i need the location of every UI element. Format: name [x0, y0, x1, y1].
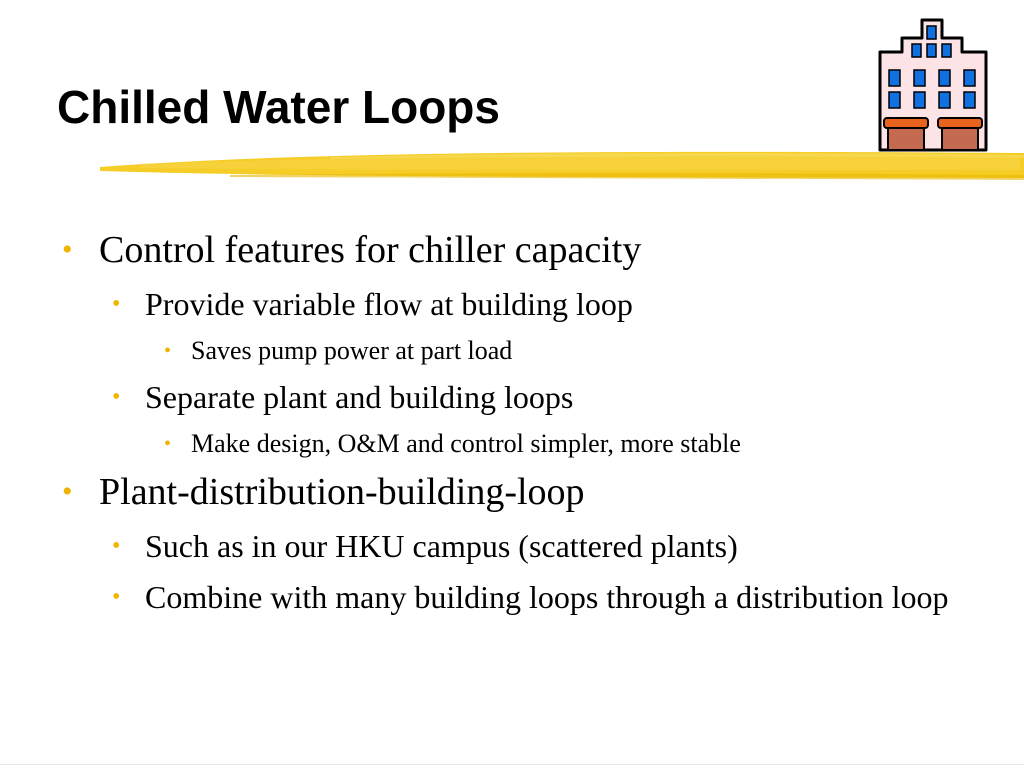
- office-building-icon: [876, 14, 990, 154]
- bullet-dot-icon: •: [164, 433, 172, 455]
- bullet-text: Combine with many building loops through a distribution loop: [145, 579, 949, 615]
- bullet-dot-icon: •: [62, 233, 73, 266]
- bullet-item-level-3: [58, 426, 998, 462]
- bullet-item-level-3: [58, 333, 998, 369]
- bullet-text: Provide variable flow at building loop: [145, 286, 633, 322]
- bullet-dot-icon: •: [112, 384, 121, 410]
- bullet-item-level-2: [58, 281, 998, 327]
- bullet-text: Saves pump power at part load: [191, 336, 513, 365]
- bullet-dot-icon: •: [112, 584, 121, 610]
- bullet-item-level-1: [58, 224, 998, 276]
- bullet-text: Plant-distribution-building-loop: [99, 471, 585, 513]
- bullet-dot-icon: •: [112, 291, 121, 317]
- bullet-item-level-2: [58, 374, 998, 420]
- bullet-dot-icon: •: [112, 533, 121, 559]
- bullet-text: Separate plant and building loops: [145, 379, 574, 415]
- slide-bottom-border: [0, 764, 1024, 765]
- bullet-text: Such as in our HKU campus (scattered plants): [145, 528, 738, 564]
- bullet-list: [58, 220, 998, 620]
- bullet-item-level-2: [58, 574, 998, 620]
- bullet-text: Control features for chiller capacity: [99, 229, 642, 271]
- bullet-item-level-2: [58, 523, 998, 569]
- bullet-dot-icon: •: [164, 340, 172, 362]
- bullet-item-level-1: [58, 466, 998, 518]
- bullet-dot-icon: •: [62, 475, 73, 508]
- bullet-text: Make design, O&M and control simpler, more stable: [191, 429, 741, 458]
- slide-title: Chilled Water Loops: [57, 81, 500, 133]
